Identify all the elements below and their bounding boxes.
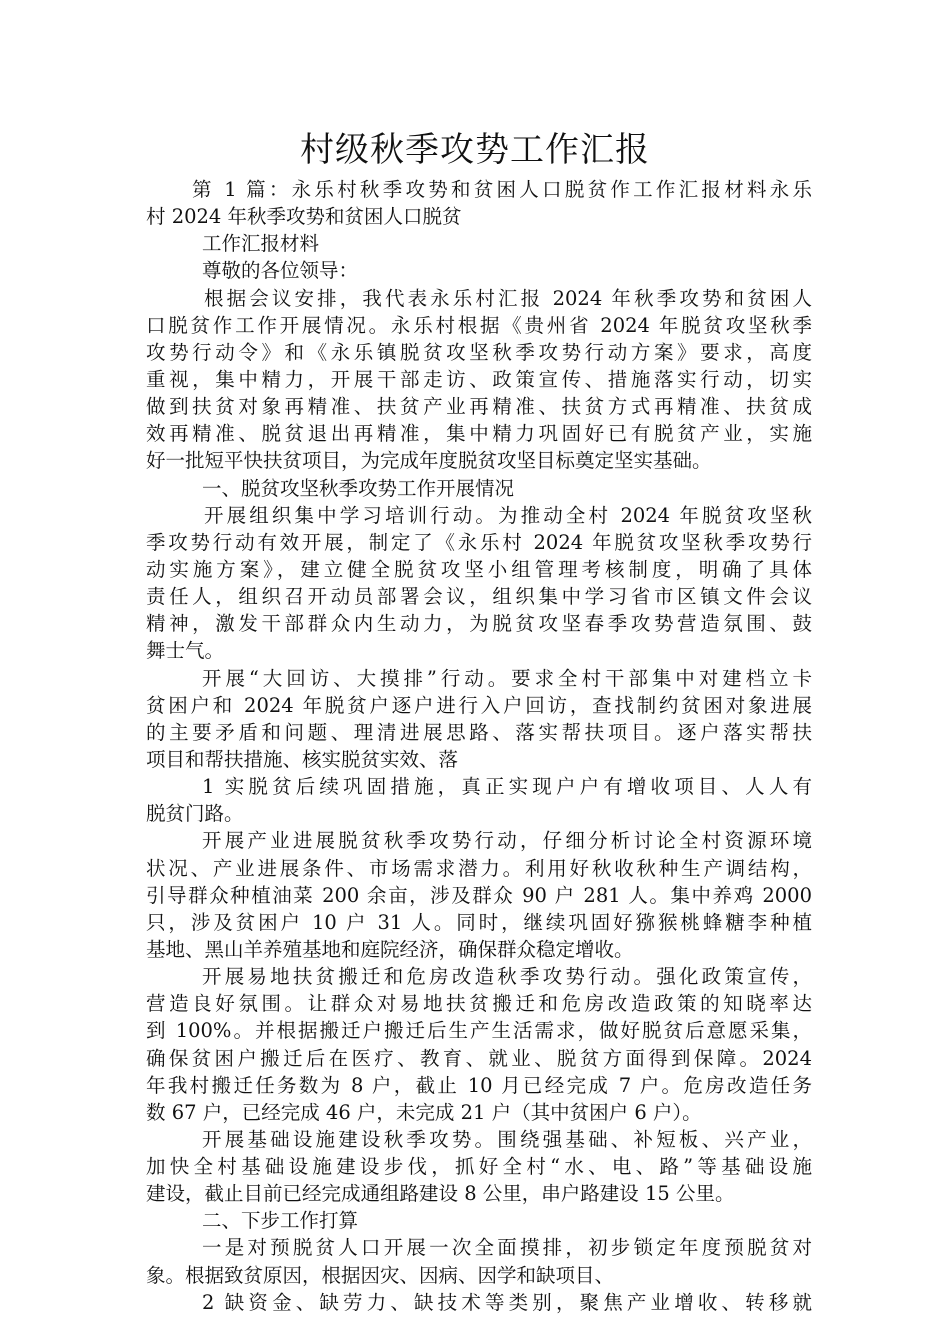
text-line: 营造良好氛围。让群众对易地扶贫搬迁和危房改造政策的知晓率达 — [146, 992, 812, 1016]
text-line: 重视，集中精力，开展干部走访、政策宣传、措施落实行动，切实 — [146, 367, 812, 391]
text-line: 开展组织集中学习培训行动。为推动全村 2024 年脱贫攻坚秋 — [204, 503, 812, 527]
section-heading: 一、脱贫攻坚秋季攻势工作开展情况 — [202, 476, 515, 500]
text-line: 1 实脱贫后续巩固措施，真正实现户户有增收项目、人人有 — [202, 775, 812, 799]
text-line: 引导群众种植油菜 200 余亩，涉及群众 90 户 281 人。集中养鸡 2000 — [146, 883, 812, 907]
text-line: 加快全村基础设施建设步伐，抓好全村“水、电、路”等基础设施 — [146, 1155, 812, 1179]
text-line: 只，涉及贫困户 10 户 31 人。同时，继续巩固好猕猴桃蜂糖李种植 — [146, 910, 812, 934]
text-line: 一是对预脱贫人口开展一次全面摸排，初步锁定年度预脱贫对 — [202, 1236, 812, 1260]
document-body — [146, 176, 812, 1316]
text-line: 建设，截止目前已经完成通组路建设 8 公里，串户路建设 15 公里。 — [146, 1182, 735, 1206]
text-line: 做到扶贫对象再精准、扶贫产业再精准、扶贫方式再精准、扶贫成 — [146, 395, 812, 419]
text-line: 项目和帮扶措施、核实脱贫实效、落 — [146, 747, 459, 771]
text-line: 责任人，组织召开动员部署会议，组织集中学习省市区镇文件会议 — [146, 585, 812, 609]
text-line: 根据会议安排，我代表永乐村汇报 2024 年秋季攻势和贫困人 — [204, 286, 812, 310]
text-line: 脱贫门路。 — [146, 802, 244, 826]
text-line: 状况、产业进展条件、市场需求潜力。利用好秋收秋种生产调结构， — [146, 856, 812, 880]
section-heading: 二、下步工作打算 — [202, 1209, 359, 1233]
text-line: 精神，激发干部群众内生动力，为脱贫攻坚春季攻势营造氛围、鼓 — [146, 612, 812, 636]
text-line: 开展“大回访、大摸排”行动。要求全村干部集中对建档立卡 — [202, 666, 812, 690]
text-line: 象。根据致贫原因，根据因灾、因病、因学和缺项目、 — [146, 1263, 615, 1287]
document-title: 村级秋季攻势工作汇报 — [300, 130, 650, 170]
text-line: 舞士气。 — [146, 639, 225, 663]
text-line: 年我村搬迁任务数为 8 户，截止 10 月已经完成 7 户。危房改造任务 — [146, 1073, 812, 1097]
text-line: 数 67 户，已经完成 46 户，未完成 21 户（其中贫困户 6 户）。 — [146, 1100, 702, 1124]
text-line: 开展易地扶贫搬迁和危房改造秋季攻势行动。强化政策宣传， — [202, 965, 812, 989]
text-line: 确保贫困户搬迁后在医疗、教育、就业、脱贫方面得到保障。2024 — [146, 1046, 812, 1070]
text-line: 攻势行动令》和《永乐镇脱贫攻坚秋季攻势行动方案》要求，高度 — [146, 340, 812, 364]
text-line: 开展基础设施建设秋季攻势。围绕强基础、补短板、兴产业， — [202, 1127, 812, 1151]
text-line: 基地、黑山羊养殖基地和庭院经济，确保群众稳定增收。 — [146, 937, 634, 961]
text-line: 开展产业进展脱贫秋季攻势行动，仔细分析讨论全村资源环境 — [202, 829, 812, 853]
text-line: 到 100%。并根据搬迁户搬迁后生产生活需求，做好脱贫后意愿采集， — [146, 1019, 812, 1043]
text-line: 2 缺资金、缺劳力、缺技术等类别，聚焦产业增收、转移就 — [202, 1290, 812, 1314]
text-line: 动实施方案》，建立健全脱贫攻坚小组管理考核制度，明确了具体 — [146, 557, 812, 581]
text-line: 口脱贫作工作开展情况。永乐村根据《贵州省 2024 年脱贫攻坚秋季 — [146, 313, 812, 337]
text-line: 尊敬的各位领导： — [202, 259, 359, 283]
text-line: 好一批短平快扶贫项目，为完成年度脱贫攻坚目标奠定坚实基础。 — [146, 449, 712, 473]
text-line: 季攻势行动有效开展，制定了《永乐村 2024 年脱贫攻坚秋季攻势行 — [146, 530, 812, 554]
text-line: 工作汇报材料 — [202, 232, 320, 256]
text-line: 贫困户和 2024 年脱贫户逐户进行入户回访，查找制约贫困对象进展 — [146, 693, 812, 717]
text-line: 的主要矛盾和问题、理清进展思路、落实帮扶项目。逐户落实帮扶 — [146, 720, 812, 744]
text-line: 效再精准、脱贫退出再精准，集中精力巩固好已有脱贫产业，实施 — [146, 422, 812, 446]
text-line: 村 2024 年秋季攻势和贫困人口脱贫 — [146, 205, 462, 229]
text-line: 第 1 篇：永乐村秋季攻势和贫困人口脱贫作工作汇报材料永乐 — [192, 178, 812, 201]
